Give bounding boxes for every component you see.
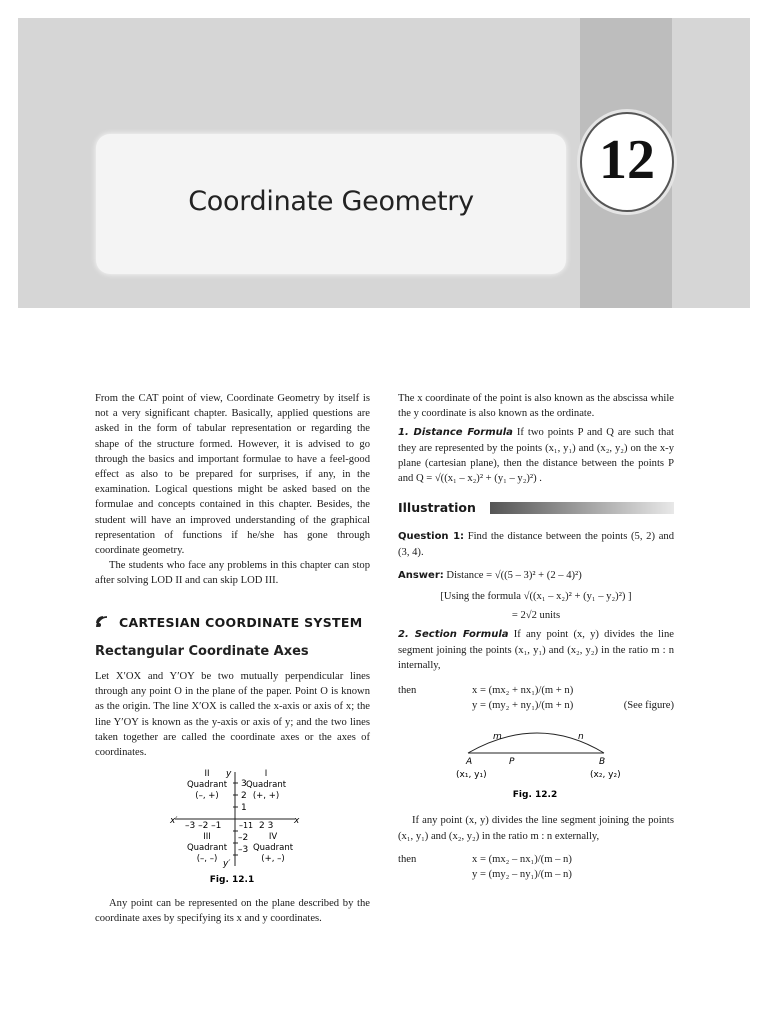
then-label-2: then (398, 853, 417, 865)
internal-eq-x: x = (mx₂ + nx₁)/(m + n) (472, 685, 574, 697)
external-eq-y-row (398, 867, 674, 882)
illustration-label: Illustration (398, 500, 476, 516)
quadrant-3-num: III (203, 832, 211, 843)
x-ticks-negative: –3 –2 –1 (185, 821, 222, 832)
representation-paragraph: Any point can be represented on the plane described by the coordinate axes by specifying its x and y coordinates. (95, 898, 370, 925)
quadrant-3-label: Quadrant (186, 843, 228, 854)
section-formula-text: If any point (x, y) divides the line segment joining the points (x₁, y₁) and (x₂, y₂) in the ratio m : n internally, (398, 629, 674, 671)
internal-eq-x-row (398, 683, 674, 698)
quadrant-3-signs: (–, –) (196, 854, 218, 865)
x-prime-label: x′ (170, 816, 178, 827)
quadrant-1-num: I (264, 769, 268, 780)
x-label: x (294, 816, 300, 827)
y-label: y (226, 769, 232, 780)
intro-paragraph: From the CAT point of view, Coordinate Geometry by itself is not a very significant chapter. Basically, applied questions are asked in the form of tabular representation or regarding the shape of the structure formed. However, it is advised to go through the basics and important formulae to have a feel-good effect as also to be prepared for surprises, if any, in the examination. Logical questions might be asked based on the formulae and concepts contained in this chapter. Besides, the student will have an improved understanding of the graphical representation of functions if he/she has gone through coordinate geometry. (95, 393, 370, 557)
distance-formula-label: 1. Distance Formula (398, 427, 513, 439)
quadrant-4-num: IV (268, 832, 278, 843)
y-tick-neg-1: –1 (239, 821, 249, 831)
figure-12-1 (95, 766, 370, 886)
y-tick-neg-3: –3 (238, 845, 249, 856)
quadrant-2-signs: (–, +) (195, 791, 219, 802)
x-ticks-positive: 2 3 (259, 821, 274, 832)
quadrant-4-label: Quadrant (252, 843, 294, 854)
left-column (95, 391, 370, 927)
y-tick-3: 3 (241, 779, 247, 790)
ratio-n: n (578, 732, 584, 743)
quadrant-2-label: Quadrant (186, 780, 228, 791)
title-box (96, 134, 566, 274)
then-label: then (398, 685, 417, 697)
ratio-m: m (493, 732, 502, 743)
y-tick-1: 1 (241, 803, 247, 814)
answer-1 (398, 568, 674, 583)
right-column (398, 391, 674, 882)
y-tick-neg-2: –2 (238, 833, 249, 844)
question-text: Find the distance between the points (5, 2) and (3, 4). (398, 531, 674, 558)
illustration-bar (490, 502, 674, 514)
chapter-number-badge (580, 112, 674, 212)
quadrant-1-label: Quadrant (245, 780, 287, 791)
internal-eq-y-row (398, 698, 674, 713)
section-heading (95, 615, 370, 630)
point-a-coords: (x₁, y₁) (456, 770, 487, 781)
answer-text: Distance = √((5 – 3)² + (2 – 4)²) (446, 569, 582, 581)
external-eq-y: y = (my₂ – ny₁)/(m – n) (472, 869, 572, 881)
question-label: Question 1: (398, 531, 465, 543)
figure-caption: Fig. 12.1 (209, 875, 255, 886)
quadrant-2-num: II (204, 769, 210, 780)
external-eq-x: x = (mx₂ – nx₁)/(m – n) (472, 853, 572, 865)
question-1 (398, 529, 674, 559)
point-b: B (599, 757, 606, 768)
external-eq-x-row (398, 852, 674, 867)
wifi-signal-icon (95, 615, 111, 629)
point-p: P (509, 757, 515, 768)
answer-label: Answer: (398, 569, 444, 581)
quadrant-1-signs: (+, +) (252, 791, 280, 802)
chapter-title: Coordinate Geometry (188, 186, 474, 217)
distance-formula-paragraph (398, 425, 674, 486)
distance-formula-text: If two points P and Q are such that they are represented by the points (x₁, y₁) and (x₂, y₂) on the x-y plane (cartesian plane), then the distance between the points P and Q = √((x₁ – x₂)² + (y₁ – y₂)²) . (398, 427, 674, 485)
figure-caption-2: Fig. 12.2 (512, 790, 558, 801)
section-formula-paragraph (398, 627, 674, 673)
y-tick-2: 2 (241, 791, 247, 802)
x-tick-one: 1 (248, 821, 254, 831)
see-figure-note: (See figure) (623, 700, 674, 712)
answer-formula-note: [Using the formula √((x₁ – x₂)² + (y₁ – y₂)²) ] (440, 591, 632, 603)
abscissa-paragraph: The x coordinate of the point is also known as the abscissa while the y coordinate is also known as the ordinate. (398, 393, 674, 420)
external-division-paragraph: If any point (x, y) divides the line segment joining the points (x₁, y₁) and (x₂, y₂) in the ratio m : n externally, (398, 815, 674, 842)
point-b-coords: (x₂, y₂) (590, 770, 621, 781)
answer-result: = 2√2 units (511, 610, 561, 622)
figure-12-2 (398, 721, 674, 803)
chapter-number: 12 (599, 129, 655, 191)
axes-paragraph: Let X′OX and Y′OY be two mutually perpendicular lines through any point O in the plane of the paper. Point O is known as the origin. The line X′OX is called the x-axis or axis of x; the line Y′OY is known as the y-axis or axis of y; and the two lines taken together are called the coordinate axes or the axes of coordinates. (95, 671, 370, 759)
subsection-heading: Rectangular Coordinate Axes (95, 643, 309, 659)
quadrant-4-signs: (+, –) (261, 854, 285, 865)
internal-eq-y: y = (my₂ + ny₁)/(m + n) (472, 700, 574, 712)
point-a: A (466, 757, 473, 768)
y-prime-label: y′ (223, 859, 231, 870)
section-heading-text: CARTESIAN COORDINATE SYSTEM (119, 614, 363, 630)
lod-paragraph: The students who face any problems in this chapter can stop after solving LOD II and can skip LOD III. (95, 560, 370, 587)
illustration-heading (398, 500, 674, 515)
section-formula-label: 2. Section Formula (398, 629, 509, 641)
